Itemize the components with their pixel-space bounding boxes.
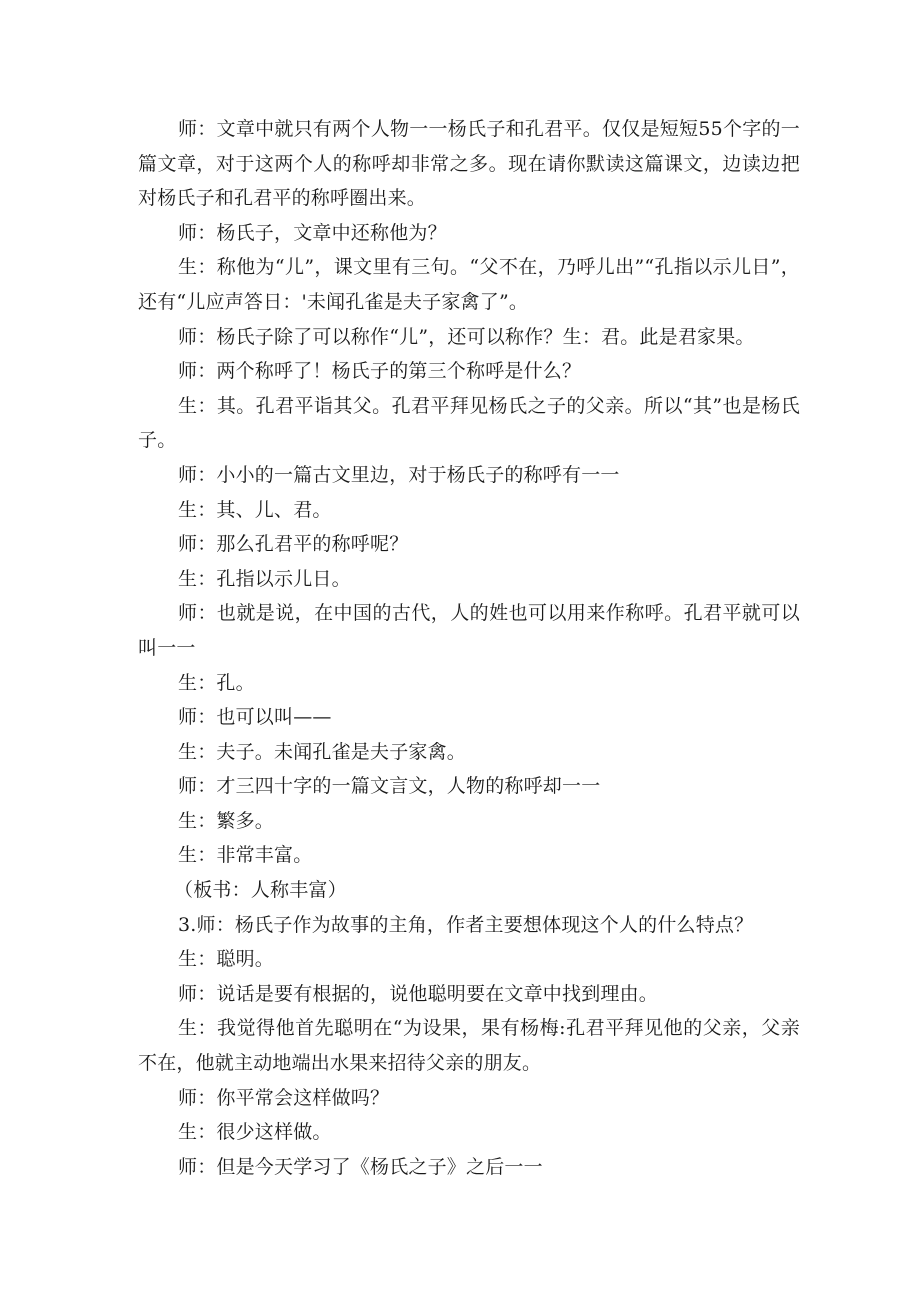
paragraph: 生：夫子。未闻孔雀是夫子家禽。	[178, 740, 467, 763]
paragraph: 生：繁多。	[178, 809, 275, 832]
paragraph: 师：说话是要有根据的，说他聪明要在文章中找到理由。	[178, 982, 659, 1005]
paragraph: 师：两个称呼了！杨氏子的第三个称呼是什么？	[178, 360, 582, 383]
paragraph: 生：孔指以示儿日。	[178, 567, 351, 590]
paragraph: 生：很少这样做。	[178, 1121, 332, 1144]
paragraph: 师：你平常会这样做吗？	[178, 1086, 390, 1109]
paragraph: 师：才三四十字的一篇文言文，人物的称呼却一一	[178, 775, 601, 798]
paragraph: 生：其。孔君平诣其父。孔君平拜见杨氏之子的父亲。所以“其”也是杨氏子。	[138, 394, 800, 452]
paragraph: 师：那么孔君平的称呼呢？	[178, 533, 409, 556]
paragraph: 师：也可以叫——	[178, 706, 332, 729]
paragraph: 生：其、儿、君。	[178, 498, 332, 521]
paragraph: 师：杨氏子除了可以称作“儿”，还可以称作？生：君。此是君家果。	[178, 325, 755, 348]
paragraph: 生：我觉得他首先聪明在“为设果，果有杨梅:孔君平拜见他的父亲，父亲不在，他就主动地端出水果来招待父亲的朋友。	[138, 1017, 800, 1075]
paragraph: 师：杨氏子，文章中还称他为？	[178, 221, 447, 244]
paragraph: 3.师：杨氏子作为故事的主角，作者主要想体现这个人的什么特点？	[178, 913, 754, 936]
paragraph: 生：聪明。	[178, 948, 275, 971]
paragraph: 师：文章中就只有两个人物一一杨氏子和孔君平。仅仅是短短55个字的一篇文章，对于这两个人的称呼却非常之多。现在请你默读这篇课文，边读边把对杨氏子和孔君平的称呼圈出来。	[138, 118, 800, 210]
paragraph: 生：非常丰富。	[178, 844, 313, 867]
paragraph: 师：也就是说，在中国的古代，人的姓也可以用来作称呼。孔君平就可以叫一一	[138, 602, 800, 659]
document-body	[138, 112, 800, 1184]
paragraph: 生：孔。	[178, 671, 255, 694]
paragraph: 生：称他为“儿”，课文里有三句。“父不在，乃呼儿出”“孔指以示儿日”，还有“儿应声答日：'未闻孔雀是夫子家禽了”。	[138, 256, 800, 313]
blackboard-note: （板书：人称丰富）	[174, 879, 347, 902]
paragraph: 师：小小的一篇古文里边，对于杨氏子的称呼有一一	[178, 463, 620, 486]
paragraph: 师：但是今天学习了《杨氏之子》之后一一	[178, 1155, 543, 1178]
